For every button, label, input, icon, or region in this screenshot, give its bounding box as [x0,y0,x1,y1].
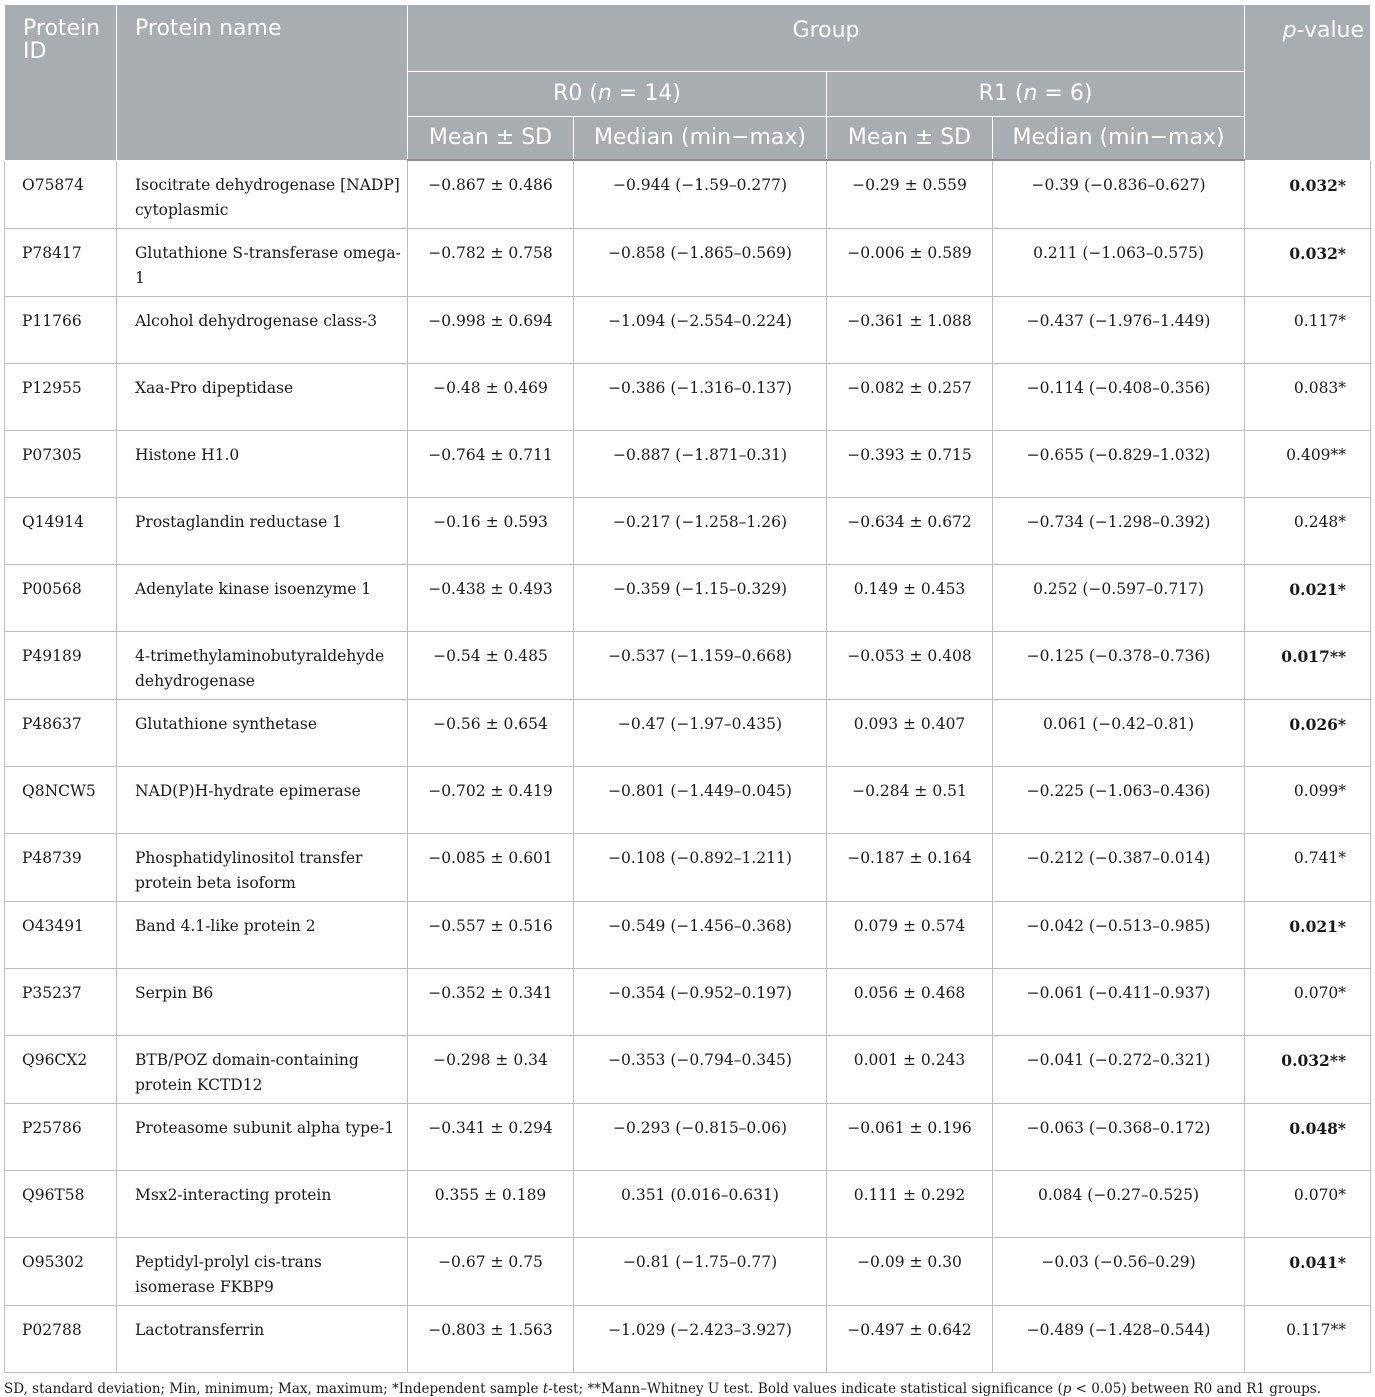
cell-r1-median: 0.211 (−1.063–0.575) [993,229,1245,297]
cell-r1-mean-sd: −0.053 ± 0.408 [827,632,993,700]
footnote-p: p [1062,1381,1072,1397]
cell-r0-mean-sd: −0.54 ± 0.485 [408,632,574,700]
header-r0-mean-sd: Mean ± SD [408,117,574,161]
cell-protein-id: P07305 [5,431,117,498]
cell-protein-id: P25786 [5,1104,117,1171]
cell-r1-mean-sd: −0.634 ± 0.672 [827,498,993,565]
cell-r1-mean-sd: 0.001 ± 0.243 [827,1036,993,1104]
cell-r1-median: −0.225 (−1.063–0.436) [993,767,1245,834]
cell-r0-median: −0.293 (−0.815–0.06) [574,1104,827,1171]
table-body [5,160,1371,1373]
cell-r0-median: −0.108 (−0.892–1.211) [574,834,827,902]
cell-r0-mean-sd: −0.782 ± 0.758 [408,229,574,297]
cell-protein-name: Histone H1.0 [117,431,408,498]
cell-r0-mean-sd: −0.085 ± 0.601 [408,834,574,902]
table-row [5,969,1371,1036]
cell-protein-name: BTB/POZ domain-containing protein KCTD12 [117,1036,408,1104]
cell-protein-name: Xaa-Pro dipeptidase [117,364,408,431]
cell-protein-name: Glutathione synthetase [117,700,408,767]
cell-p-value: 0.021* [1245,902,1371,969]
cell-r0-mean-sd: −0.298 ± 0.34 [408,1036,574,1104]
cell-r1-median: −0.042 (−0.513–0.985) [993,902,1245,969]
cell-r0-mean-sd: −0.438 ± 0.493 [408,565,574,632]
header-r0 [408,72,827,117]
header-p-text: -value [1296,18,1365,43]
cell-protein-id: P49189 [5,632,117,700]
cell-protein-name: Adenylate kinase isoenzyme 1 [117,565,408,632]
cell-protein-name: Peptidyl-prolyl cis-trans isomerase FKBP9 [117,1238,408,1306]
table-container [4,4,1370,1397]
cell-r0-mean-sd: −0.352 ± 0.341 [408,969,574,1036]
table-row [5,297,1371,364]
cell-r0-median: −0.354 (−0.952–0.197) [574,969,827,1036]
cell-p-value: 0.070* [1245,1171,1371,1238]
cell-r0-mean-sd: −0.764 ± 0.711 [408,431,574,498]
header-r0-label: R0 ( [553,81,598,107]
cell-r1-median: −0.437 (−1.976–1.449) [993,297,1245,364]
cell-r1-median: 0.252 (−0.597–0.717) [993,565,1245,632]
cell-r1-median: −0.03 (−0.56–0.29) [993,1238,1245,1306]
cell-r1-mean-sd: −0.497 ± 0.642 [827,1306,993,1373]
cell-r1-median: −0.655 (−0.829–1.032) [993,431,1245,498]
cell-r0-median: −0.47 (−1.97–0.435) [574,700,827,767]
header-r1 [827,72,1245,117]
cell-protein-id: P12955 [5,364,117,431]
header-r0-count: = 14) [611,81,681,107]
table-row [5,1238,1371,1306]
cell-protein-name: NAD(P)H-hydrate epimerase [117,767,408,834]
cell-p-value: 0.017** [1245,632,1371,700]
table-row [5,565,1371,632]
cell-r1-mean-sd: 0.079 ± 0.574 [827,902,993,969]
header-p-value [1245,5,1371,161]
cell-p-value: 0.099* [1245,767,1371,834]
cell-r0-median: −0.353 (−0.794–0.345) [574,1036,827,1104]
cell-p-value: 0.032* [1245,160,1371,229]
cell-r1-median: 0.061 (−0.42–0.81) [993,700,1245,767]
cell-p-value: 0.070* [1245,969,1371,1036]
cell-protein-id: O43491 [5,902,117,969]
cell-protein-id: P02788 [5,1306,117,1373]
cell-r0-mean-sd: −0.67 ± 0.75 [408,1238,574,1306]
cell-r0-median: −0.858 (−1.865–0.569) [574,229,827,297]
header-r0-n: n [597,81,612,107]
header-protein-id: Protein ID [5,5,117,161]
cell-r0-mean-sd: −0.16 ± 0.593 [408,498,574,565]
cell-protein-id: O95302 [5,1238,117,1306]
cell-r1-median: −0.39 (−0.836–0.627) [993,160,1245,229]
header-r1-label: R1 ( [978,81,1024,107]
cell-r0-mean-sd: 0.355 ± 0.189 [408,1171,574,1238]
protein-table [4,4,1371,1373]
cell-protein-id: P78417 [5,229,117,297]
table-row [5,160,1371,229]
cell-protein-name: Prostaglandin reductase 1 [117,498,408,565]
cell-protein-name: Glutathione S-transferase omega-1 [117,229,408,297]
cell-r0-mean-sd: −0.803 ± 1.563 [408,1306,574,1373]
cell-protein-id: Q14914 [5,498,117,565]
cell-r1-median: −0.061 (−0.411–0.937) [993,969,1245,1036]
cell-p-value: 0.117* [1245,297,1371,364]
cell-p-value: 0.048* [1245,1104,1371,1171]
cell-r0-mean-sd: −0.702 ± 0.419 [408,767,574,834]
header-r1-count: = 6) [1037,81,1093,107]
cell-p-value: 0.026* [1245,700,1371,767]
cell-r1-mean-sd: −0.284 ± 0.51 [827,767,993,834]
header-protein-name: Protein name [117,5,408,161]
cell-p-value: 0.248* [1245,498,1371,565]
cell-r0-median: −0.537 (−1.159–0.668) [574,632,827,700]
cell-r1-mean-sd: −0.187 ± 0.164 [827,834,993,902]
cell-r0-median: −0.549 (−1.456–0.368) [574,902,827,969]
cell-protein-id: P11766 [5,297,117,364]
cell-r0-mean-sd: −0.557 ± 0.516 [408,902,574,969]
cell-r1-mean-sd: 0.093 ± 0.407 [827,700,993,767]
cell-protein-name: Band 4.1-like protein 2 [117,902,408,969]
cell-protein-name: Proteasome subunit alpha type-1 [117,1104,408,1171]
cell-r0-median: −0.944 (−1.59–0.277) [574,160,827,229]
cell-protein-name: Lactotransferrin [117,1306,408,1373]
cell-protein-id: Q96CX2 [5,1036,117,1104]
cell-r1-mean-sd: −0.061 ± 0.196 [827,1104,993,1171]
cell-r0-mean-sd: −0.56 ± 0.654 [408,700,574,767]
cell-r0-mean-sd: −0.341 ± 0.294 [408,1104,574,1171]
table-row [5,902,1371,969]
header-p-italic: p [1282,18,1297,43]
cell-r1-median: −0.489 (−1.428–0.544) [993,1306,1245,1373]
cell-p-value: 0.041* [1245,1238,1371,1306]
cell-r1-mean-sd: −0.082 ± 0.257 [827,364,993,431]
cell-protein-id: P35237 [5,969,117,1036]
cell-r1-mean-sd: −0.09 ± 0.30 [827,1238,993,1306]
table-row [5,834,1371,902]
table-row [5,498,1371,565]
footnote-part3: < 0.05) between R0 and R1 groups. [1071,1381,1322,1397]
cell-protein-name: Isocitrate dehydrogenase [NADP] cytoplasmic [117,160,408,229]
cell-p-value: 0.032** [1245,1036,1371,1104]
cell-r0-median: −1.029 (−2.423–3.927) [574,1306,827,1373]
cell-protein-name: Msx2-interacting protein [117,1171,408,1238]
table-row [5,1171,1371,1238]
table-row [5,1104,1371,1171]
cell-r1-mean-sd: 0.111 ± 0.292 [827,1171,993,1238]
table-row [5,229,1371,297]
header-r1-mean-sd: Mean ± SD [827,117,993,161]
cell-r0-mean-sd: −0.48 ± 0.469 [408,364,574,431]
table-row [5,767,1371,834]
table-header [5,5,1371,161]
cell-r1-median: −0.125 (−0.378–0.736) [993,632,1245,700]
cell-r1-mean-sd: 0.056 ± 0.468 [827,969,993,1036]
cell-r0-mean-sd: −0.998 ± 0.694 [408,297,574,364]
footnote-part1: SD, standard deviation; Min, minimum; Max, maximum; *Independent sample [4,1381,543,1397]
cell-r0-median: −0.801 (−1.449–0.045) [574,767,827,834]
cell-r1-median: −0.212 (−0.387–0.014) [993,834,1245,902]
cell-r1-mean-sd: −0.361 ± 1.088 [827,297,993,364]
cell-r1-mean-sd: −0.006 ± 0.589 [827,229,993,297]
header-group: Group [408,5,1245,72]
cell-r0-median: −0.81 (−1.75–0.77) [574,1238,827,1306]
table-row [5,700,1371,767]
cell-r1-mean-sd: 0.149 ± 0.453 [827,565,993,632]
cell-protein-name: Alcohol dehydrogenase class-3 [117,297,408,364]
table-row [5,431,1371,498]
cell-r0-median: −0.386 (−1.316–0.137) [574,364,827,431]
cell-protein-name: Serpin B6 [117,969,408,1036]
footnote-t: t [542,1381,549,1397]
cell-r1-median: −0.041 (−0.272–0.321) [993,1036,1245,1104]
footnote-part2: -test; **Mann–Whitney U test. Bold values indicate statistical significance ( [548,1381,1063,1397]
cell-protein-name: Phosphatidylinositol transfer protein beta isoform [117,834,408,902]
cell-protein-id: Q8NCW5 [5,767,117,834]
cell-r0-median: 0.351 (0.016–0.631) [574,1171,827,1238]
cell-protein-id: P48739 [5,834,117,902]
cell-r0-mean-sd: −0.867 ± 0.486 [408,160,574,229]
cell-r1-median: −0.114 (−0.408–0.356) [993,364,1245,431]
cell-r0-median: −1.094 (−2.554–0.224) [574,297,827,364]
header-r1-n: n [1023,81,1038,107]
cell-r0-median: −0.359 (−1.15–0.329) [574,565,827,632]
cell-protein-id: P48637 [5,700,117,767]
cell-r1-median: −0.734 (−1.298–0.392) [993,498,1245,565]
cell-r1-median: 0.084 (−0.27–0.525) [993,1171,1245,1238]
cell-p-value: 0.032* [1245,229,1371,297]
header-r0-median: Median (min−max) [574,117,827,161]
table-footnote [4,1381,1370,1397]
cell-protein-id: P00568 [5,565,117,632]
cell-protein-name: 4-trimethylaminobutyraldehyde dehydrogenase [117,632,408,700]
cell-r1-mean-sd: −0.29 ± 0.559 [827,160,993,229]
table-row [5,1306,1371,1373]
table-row [5,364,1371,431]
cell-p-value: 0.117** [1245,1306,1371,1373]
cell-p-value: 0.021* [1245,565,1371,632]
cell-protein-id: Q96T58 [5,1171,117,1238]
cell-protein-id: O75874 [5,160,117,229]
cell-p-value: 0.409** [1245,431,1371,498]
table-row [5,1036,1371,1104]
table-row [5,632,1371,700]
cell-p-value: 0.083* [1245,364,1371,431]
cell-r1-mean-sd: −0.393 ± 0.715 [827,431,993,498]
cell-r1-median: −0.063 (−0.368–0.172) [993,1104,1245,1171]
header-r1-median: Median (min−max) [993,117,1245,161]
cell-p-value: 0.741* [1245,834,1371,902]
cell-r0-median: −0.887 (−1.871–0.31) [574,431,827,498]
cell-r0-median: −0.217 (−1.258–1.26) [574,498,827,565]
